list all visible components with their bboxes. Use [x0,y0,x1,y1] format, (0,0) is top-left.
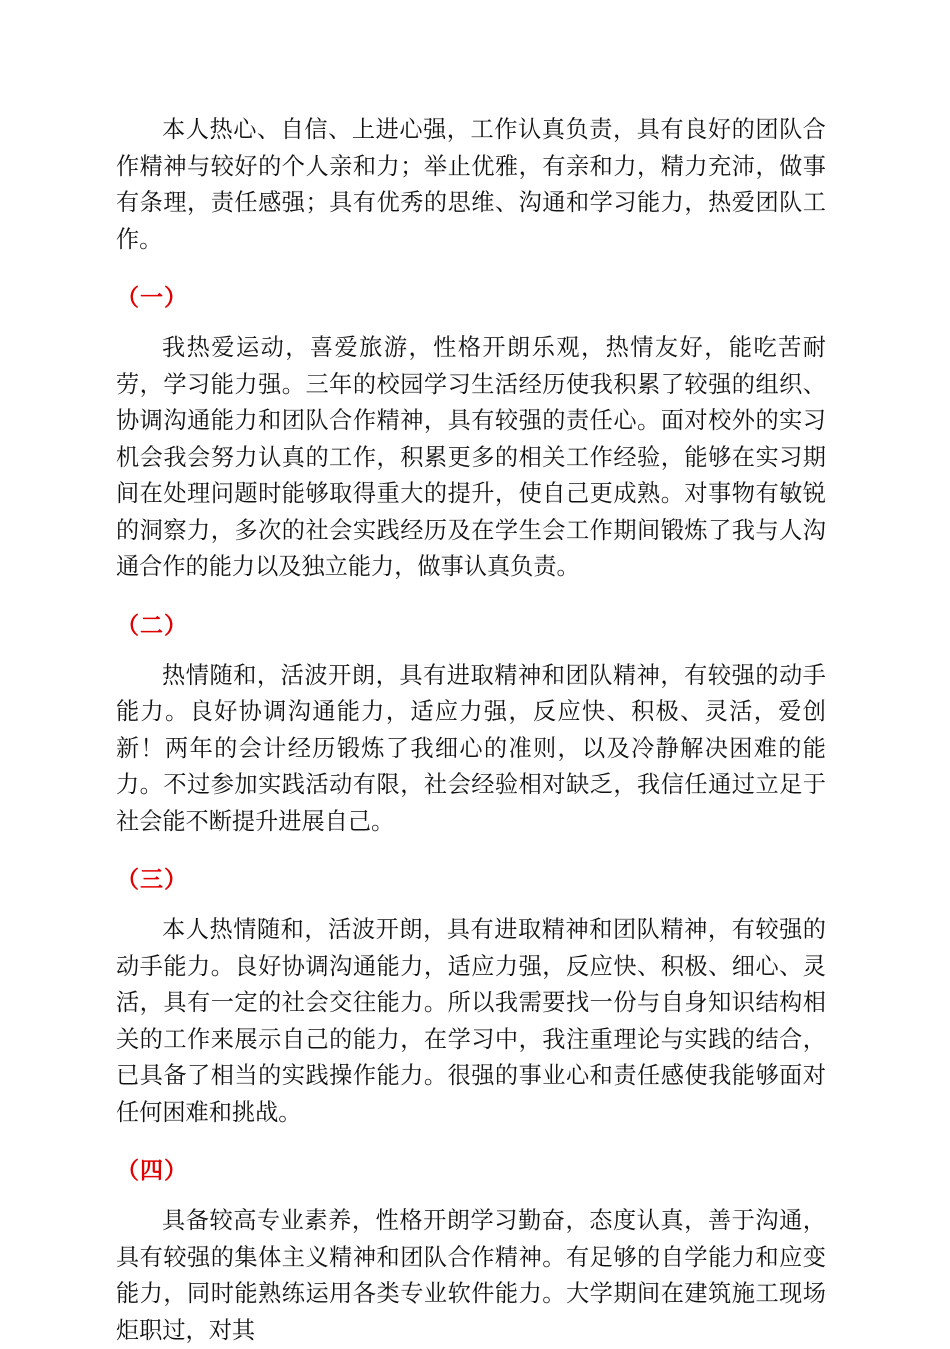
section-paragraph-4: 具备较高专业素养，性格开朗学习勤奋，态度认真，善于沟通，具有较强的集体主义精神和团队合作精神。有足够的自学能力和应变能力，同时能熟练运用各类专业软件能力。大学期间在建筑施工现场炬职过，对其 [116,1207,826,1344]
section-heading-2: （二） [116,611,188,639]
section-heading-4: （四） [116,1157,188,1184]
section-paragraph-1: 我热爱运动，喜爱旅游，性格开朗乐观，热情友好，能吃苦耐劳，学习能力强。三年的校园学习生活经历使我积累了较强的组织、协调沟通能力和团队合作精神，具有较强的责任心。面对校外的实习机会我会努力认真的工作，积累更多的相关工作经验，能够在实习期间在处理问题时能够取得重大的提升，使自己更成熟。对事物有敏锐的洞察力，多次的社会实践经历及在学生会工作期间锻炼了我与人沟通合作的能力以及独立能力，做事认真负责。 [116,334,826,580]
section-heading-3: （三） [116,866,188,893]
section-paragraph-3: 本人热情随和，活波开朗，具有进取精神和团队精神，有较强的动手能力。良好协调沟通能力，适应力强，反应快、积极、细心、灵活，具有一定的社会交往能力。所以我需要找一份与自身知识结构相关的工作来展示自己的能力，在学习中，我注重理论与实践的结合，已具备了相当的实践操作能力。很强的事业心和责任感使我能够面对任何困难和挑战。 [116,916,826,1126]
section-paragraph-2: 热情随和，活波开朗，具有进取精神和团队精神，有较强的动手能力。良好协调沟通能力，适应力强，反应快、积极、灵活，爱创新！两年的会计经历锻炼了我细心的准则，以及冷静解决困难的能力。不过参加实践活动有限，社会经验相对缺乏，我信任通过立足于社会能不断提升进展自己。 [116,661,826,835]
section-heading-1: （一） [116,284,188,311]
intro-paragraph: 本人热心、自信、上进心强，工作认真负责，具有良好的团队合作精神与较好的个人亲和力；举止优雅，有亲和力，精力充沛，做事有条理，责任感强；具有优秀的思维、沟通和学习能力，热爱团队工作。 [116,116,826,253]
